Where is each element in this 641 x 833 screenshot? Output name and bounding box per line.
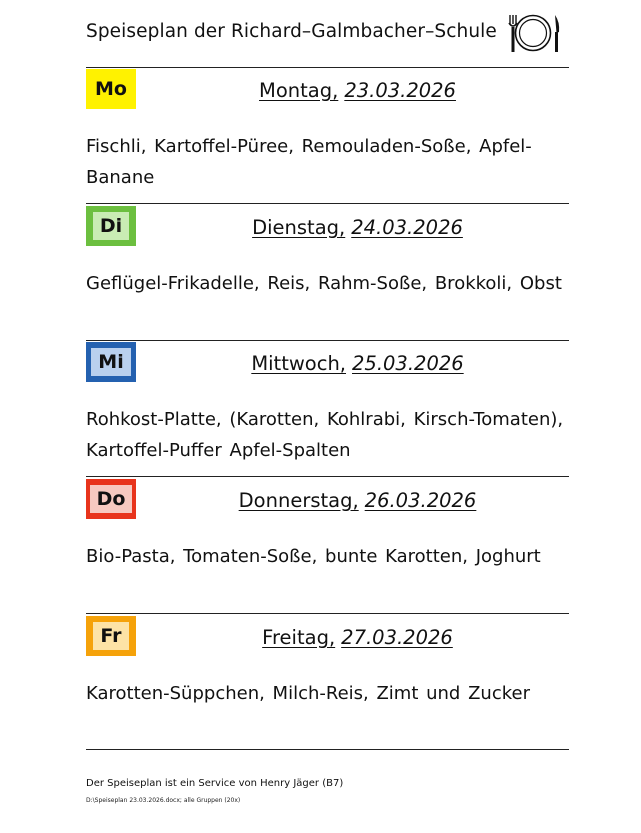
divider	[86, 203, 569, 204]
day-name: Freitag,	[262, 626, 336, 649]
day-date: 23.03.2026	[344, 79, 456, 102]
divider	[86, 67, 569, 68]
day-heading	[146, 216, 569, 239]
day-date: 26.03.2026	[364, 489, 477, 512]
day-heading	[146, 489, 569, 512]
footer-file-path: D:\Speiseplan 23.03.2026.docx; alle Gruppen (20x)	[86, 797, 241, 804]
day-heading	[146, 352, 569, 375]
day-badge-label: Do	[90, 485, 133, 513]
day-date: 27.03.2026	[341, 626, 453, 649]
day-badge	[86, 342, 136, 382]
day-name: Mittwoch,	[251, 352, 347, 375]
plate-with-fork-and-knife-icon	[505, 12, 561, 56]
menu-text: Karotten-Süppchen, Milch-Reis, Zimt und Zucker	[86, 683, 530, 704]
menu-text: Geflügel-Frikadelle, Reis, Rahm-Soße, Brokkoli, Obst	[86, 273, 562, 294]
day-name: Donnerstag,	[238, 489, 359, 512]
day-heading	[146, 79, 569, 102]
day-badge-label: Mo	[88, 75, 134, 103]
day-date: 24.03.2026	[351, 216, 463, 239]
divider	[86, 613, 569, 614]
menu-text: Bio-Pasta, Tomaten-Soße, bunte Karotten, Joghurt	[86, 546, 541, 567]
day-badge	[86, 69, 136, 109]
day-badge	[86, 616, 136, 656]
day-name: Montag,	[259, 79, 339, 102]
day-badge-label: Fr	[93, 622, 128, 650]
page-title: Speiseplan der Richard–Galmbacher–Schule	[86, 21, 497, 42]
menu-text: Fischli, Kartoffel-Püree, Remouladen-Soße, Apfel-Banane	[86, 136, 532, 188]
day-badge	[86, 206, 136, 246]
day-date: 25.03.2026	[352, 352, 464, 375]
header	[86, 14, 569, 54]
divider	[86, 340, 569, 341]
footer-service-note: Der Speiseplan ist ein Service von Henry Jäger (B7)	[86, 778, 344, 789]
day-heading	[146, 626, 569, 649]
menu-text: Rohkost-Platte, (Karotten, Kohlrabi, Kirsch-Tomaten), Kartoffel-Puffer Apfel-Spalten	[86, 409, 564, 461]
day-name: Dienstag,	[252, 216, 346, 239]
divider	[86, 749, 569, 750]
day-badge	[86, 479, 136, 519]
day-badge-label: Di	[93, 212, 129, 240]
divider	[86, 476, 569, 477]
day-badge-label: Mi	[91, 348, 130, 376]
